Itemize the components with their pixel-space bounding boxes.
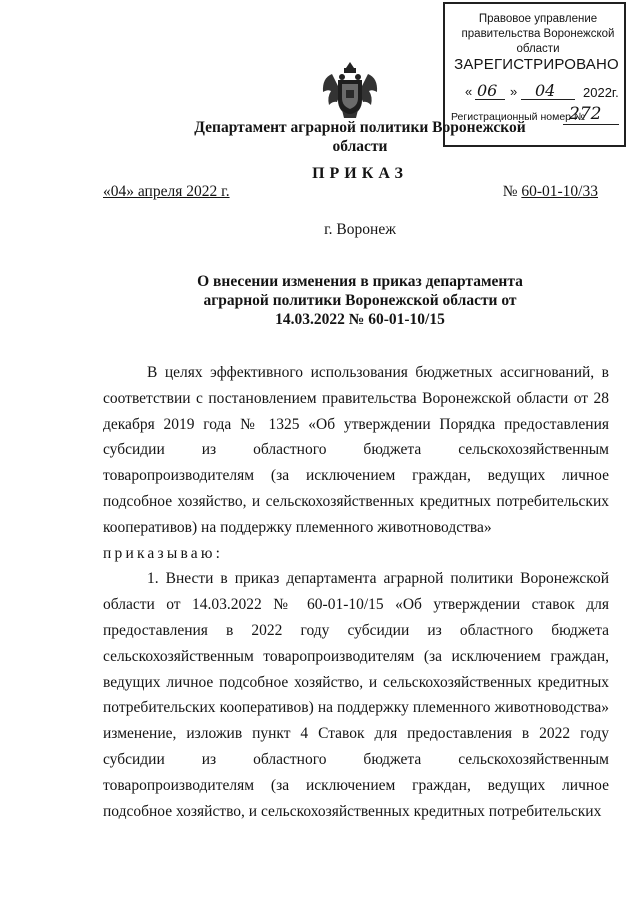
order-subject: О внесении изменения в приказ департамента аграрной политики Воронежской области от 14.03.2022 № 60-01-10/15	[197, 273, 523, 328]
order-word: приказываю:	[103, 544, 224, 562]
order-body	[103, 360, 609, 824]
city: г. Воронеж	[324, 221, 396, 238]
department-name: Департамент аграрной политики Воронежской области	[194, 119, 526, 155]
order-number-prefix: №	[502, 183, 522, 200]
coat-of-arms-icon	[320, 60, 380, 122]
preamble-paragraph: В целях эффективного использования бюджетных ассигнований, в соответствии с постановлением правительства Воронежской области от 28 декабря 2019 года № 1325 «Об утверждении Порядка предоставления субсидии из областного бюджета сельскохозяйственным товаропроизводителям (за исключением граждан, ведущих личное подсобное хозяйство, и сельскохозяйственных кредитных потребительских кооперативов) на поддержку племенного животноводства»	[103, 364, 609, 536]
document-type: ПРИКАЗ	[312, 165, 408, 182]
stamp-reg-value: 272	[569, 104, 602, 124]
stamp-day: 06	[477, 81, 498, 100]
order-number	[503, 183, 598, 201]
stamp-reg-label: Регистрационный номер №	[451, 111, 586, 123]
stamp-date: « 06 » 04 2022г.	[465, 81, 619, 100]
order-date: «04» апреля 2022 г.	[103, 183, 230, 200]
stamp-organization: Правовое управление правительства Воронежской области	[461, 13, 615, 55]
order-number-value: 60-01-10/33	[521, 183, 598, 200]
stamp-month: 04	[535, 81, 556, 100]
stamp-year: 2022г.	[583, 85, 619, 100]
stamp-status: ЗАРЕГИСТРИРОВАНО	[454, 56, 619, 73]
item-1-paragraph: 1. Внести в приказ департамента аграрной политики Воронежской области от 14.03.2022 № 60-01-10/15 «Об утверждении ставок для предоставления в 2022 году субсидии из областного бюджета сельскохозяйственным товаропроизводителям (за исключением граждан, ведущих личное подсобное хозяйство, и сельскохозяйственных кредитных потребительских кооперативов) на поддержку племенного животноводства» изменение, изложив пункт 4 Ставок для предоставления в 2022 году субсидии из областного бюджета сельскохозяйственным товаропроизводителям (за исключением граждан, ведущих личное подсобное хозяйство, и сельскохозяйственных кредитных потребительских	[103, 570, 609, 820]
